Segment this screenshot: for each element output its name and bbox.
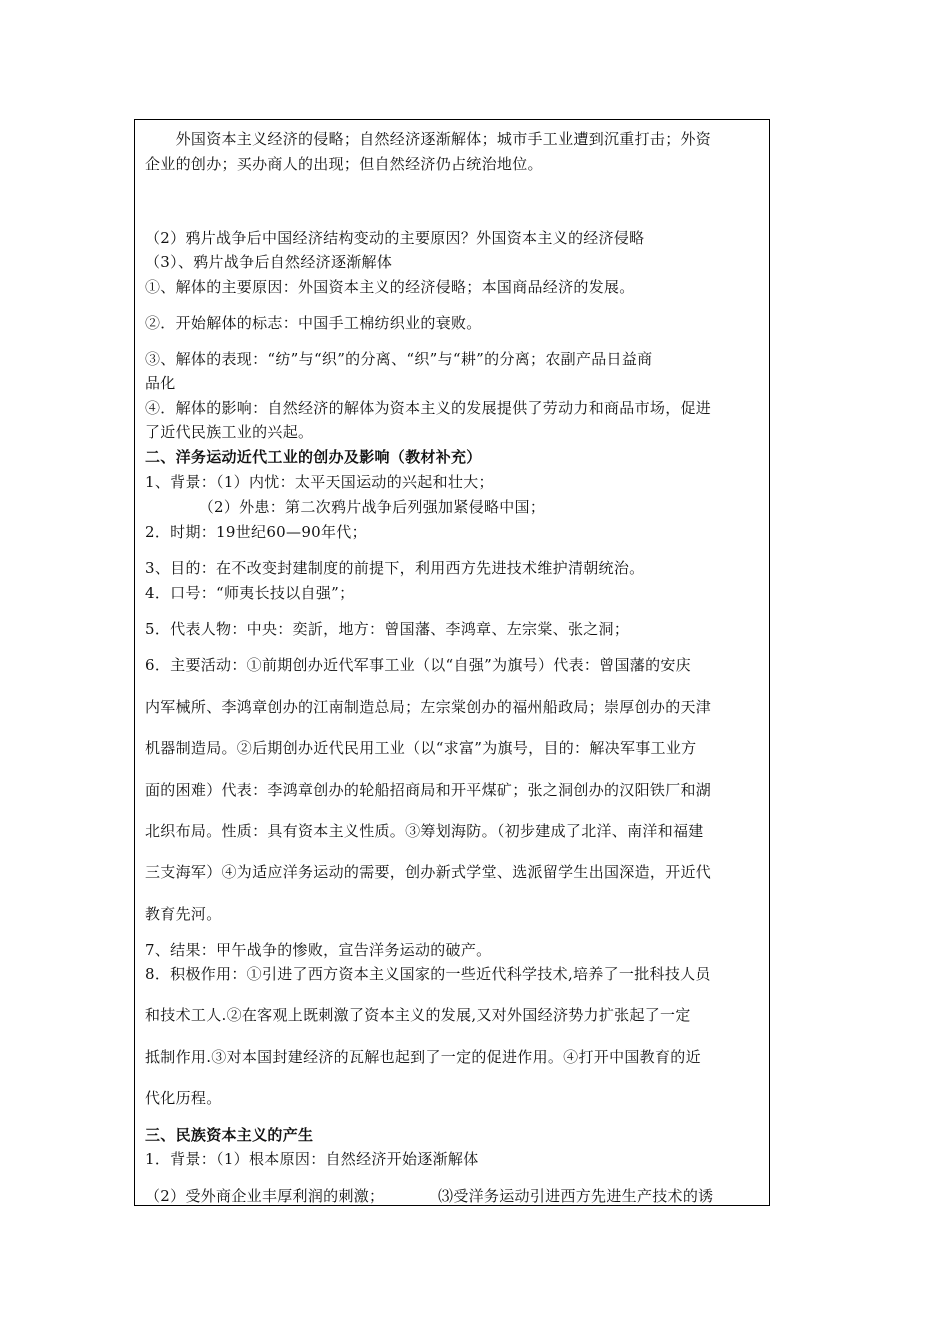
text-line: 品化 [145,374,176,392]
text-line: 和技术工人.②在客观上既刺激了资本主义的发展,又对外国经济势力扩张起了一定 [145,1006,691,1024]
text-line: 5．代表人物：中央：奕訢，地方：曾国藩、李鸿章、左宗棠、张之洞； [145,620,630,638]
text-line: （2）鸦片战争后中国经济结构变动的主要原因？外国资本主义的经济侵略 [145,229,645,247]
text-line: 抵制作用.③对本国封建经济的瓦解也起到了一定的促进作用。④打开中国教育的近 [145,1048,701,1066]
text-line: （3）、鸦片战争后自然经济逐渐解体 [145,253,393,271]
text-line: 企业的创办；买办商人的出现；但自然经济仍占统治地位。 [145,155,543,173]
text-line: 面的困难）代表：李鸿章创办的轮船招商局和开平煤矿；张之洞创办的汉阳铁厂和湖 [145,781,712,799]
text-line: 4．口号：“师夷长技以自强”； [145,584,355,602]
document-table-cell [134,119,770,1206]
text-line: 代化历程。 [145,1089,222,1107]
text-line: 1．背景：（1）根本原因：自然经济开始逐渐解体 [145,1150,479,1168]
text-line: 1、背景：（1）内忧：太平天国运动的兴起和壮大； [145,473,494,491]
text-line: 6．主要活动：①前期创办近代军事工业（以“自强”为旗号）代表：曾国藩的安庆 [145,656,691,674]
text-line: ③、解体的表现：“纺”与“织”的分离、“织”与“耕”的分离；农副产品日益商 [145,350,653,368]
text-line: 了近代民族工业的兴起。 [145,423,314,441]
text-line: 教育先河。 [145,905,222,923]
text-line: 机器制造局。②后期创办近代民用工业（以“求富”为旗号，目的：解决军事工业方 [145,739,697,757]
text-line: 外国资本主义经济的侵略；自然经济逐渐解体；城市手工业遭到沉重打击；外资 [145,130,712,148]
section-heading: 三、民族资本主义的产生 [145,1126,314,1144]
text-line: 8．积极作用：①引进了西方资本主义国家的一些近代科学技术,培养了一批科技人员 [145,965,711,983]
text-line: 3、目的：在不改变封建制度的前提下，利用西方先进技术维护清朝统治。 [145,559,645,577]
text-line: （2）外患：第二次鸦片战争后列强加紧侵略中国； [145,498,546,516]
text-line: 三支海军）④为适应洋务运动的需要，创办新式学堂、选派留学生出国深造，开近代 [145,863,712,881]
text-line: 2．时期：19世纪60—90年代； [145,523,367,541]
text-line: 北织布局。性质：具有资本主义性质。③筹划海防。（初步建成了北洋、南洋和福建 [145,822,704,840]
text-line: ②．开始解体的标志：中国手工棉纺织业的衰败。 [145,314,482,332]
section-heading: 二、洋务运动近代工业的创办及影响（教材补充） [145,448,482,466]
text-line: 内军械所、李鸿章创办的江南制造总局；左宗棠创办的福州船政局；崇厚创办的天津 [145,698,712,716]
text-line: 7、结果：甲午战争的惨败，宣告洋务运动的破产。 [145,941,492,959]
text-line: （2）受外商企业丰厚利润的刺激； ⑶受洋务运动引进西方先进生产技术的诱 [145,1187,714,1205]
text-line: ④．解体的影响：自然经济的解体为资本主义的发展提供了劳动力和商品市场，促进 [145,399,712,417]
text-line: ①、解体的主要原因：外国资本主义的经济侵略；本国商品经济的发展。 [145,278,635,296]
